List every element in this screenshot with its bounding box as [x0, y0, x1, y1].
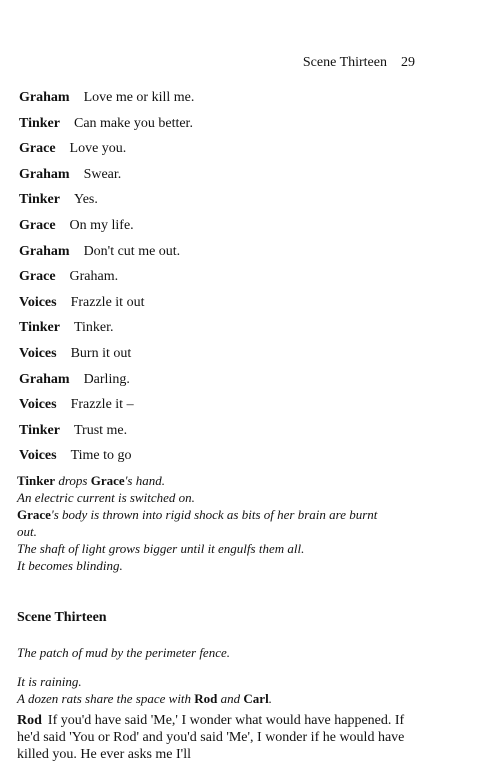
- speaker-name: Tinker: [19, 422, 60, 438]
- line-text: Yes.: [73, 192, 98, 208]
- line-text: Trust me.: [73, 422, 128, 438]
- speaker-name: Graham: [19, 166, 70, 182]
- speaker-name: Rod: [17, 713, 42, 728]
- stage-directions: [17, 472, 397, 574]
- dialogue-line: [19, 395, 194, 421]
- direction-line: The shaft of light grows bigger until it engulfs them all.: [17, 541, 305, 556]
- line-text: Time to go: [70, 448, 132, 464]
- line-text: Love you.: [69, 141, 127, 157]
- speaker-name: Graham: [19, 243, 70, 259]
- line-text: Frazzle it –: [70, 397, 134, 413]
- speaker-name: Voices: [19, 345, 57, 361]
- line-text: On my life.: [69, 217, 134, 233]
- running-head: [303, 55, 415, 71]
- page-number: 29: [401, 55, 415, 70]
- dialogue-line: [19, 88, 194, 114]
- scene-direction: [17, 690, 272, 707]
- speaker-name: Grace: [19, 269, 56, 285]
- direction-text: and: [217, 691, 244, 706]
- line-text: Swear.: [83, 166, 122, 182]
- line-text: Frazzle it out: [70, 294, 145, 310]
- running-head-title: Scene Thirteen: [302, 55, 387, 70]
- direction-line: [17, 506, 397, 540]
- speech-text: If you'd have said 'Me,' I wonder what would have happened. If he'd said 'You or Rod' and you'd said 'Me', I wonder if he would have killed you. He ever asks me I'll: [17, 713, 405, 762]
- speaker-name: Grace: [19, 141, 56, 157]
- scene-heading: Scene Thirteen: [17, 610, 107, 625]
- speaker-name: Voices: [19, 448, 57, 464]
- dialogue-line: [19, 190, 194, 216]
- direction-text: drops: [55, 473, 91, 488]
- speaker-name: Graham: [19, 371, 70, 387]
- line-text: Don't cut me out.: [83, 243, 181, 259]
- line-text: Tinker.: [73, 320, 114, 336]
- scene-directions: [17, 644, 272, 707]
- speech: [17, 712, 422, 763]
- character-name: Tinker: [17, 473, 56, 488]
- scene-direction: It is raining.: [17, 674, 82, 689]
- direction-line: An electric current is switched on.: [17, 490, 195, 505]
- dialogue-line: [19, 267, 194, 293]
- scene-direction: The patch of mud by the perimeter fence.: [17, 645, 230, 660]
- dialogue-line: [19, 370, 194, 396]
- dialogue-line: [19, 446, 194, 472]
- dialogue-line: [19, 293, 194, 319]
- speaker-name: Tinker: [19, 320, 60, 336]
- speaker-name: Graham: [19, 90, 70, 105]
- dialogue-line: [19, 216, 194, 242]
- character-name: Rod: [194, 691, 218, 706]
- character-name: Grace: [17, 507, 51, 522]
- speaker-name: Voices: [19, 294, 57, 310]
- dialogue-line: [19, 318, 194, 344]
- line-text: Darling.: [83, 371, 130, 387]
- line-text: Love me or kill me.: [83, 90, 195, 105]
- dialogue-line: [19, 242, 194, 268]
- speaker-name: Grace: [19, 217, 56, 233]
- direction-text: 's hand.: [124, 473, 165, 488]
- speaker-name: Voices: [19, 397, 57, 413]
- line-text: Graham.: [69, 269, 119, 285]
- dialogue-line: [19, 344, 194, 370]
- dialogue-block: [19, 88, 194, 472]
- character-name: Carl: [243, 691, 269, 706]
- direction-line: [17, 472, 397, 489]
- direction-text: 's body is thrown into rigid shock as bits of her brain are burnt out.: [17, 507, 378, 539]
- character-name: Grace: [90, 473, 125, 488]
- dialogue-line: [19, 165, 194, 191]
- dialogue-line: [19, 114, 194, 140]
- direction-text: .: [268, 691, 272, 706]
- line-text: Burn it out: [70, 345, 132, 361]
- speaker-name: Tinker: [19, 192, 60, 208]
- direction-line: It becomes blinding.: [17, 558, 123, 573]
- line-text: Can make you better.: [73, 115, 193, 131]
- dialogue-line: [19, 139, 194, 165]
- direction-text: A dozen rats share the space with: [17, 691, 195, 706]
- dialogue-line: [19, 421, 194, 447]
- spacer: [17, 661, 272, 673]
- speaker-name: Tinker: [19, 115, 60, 131]
